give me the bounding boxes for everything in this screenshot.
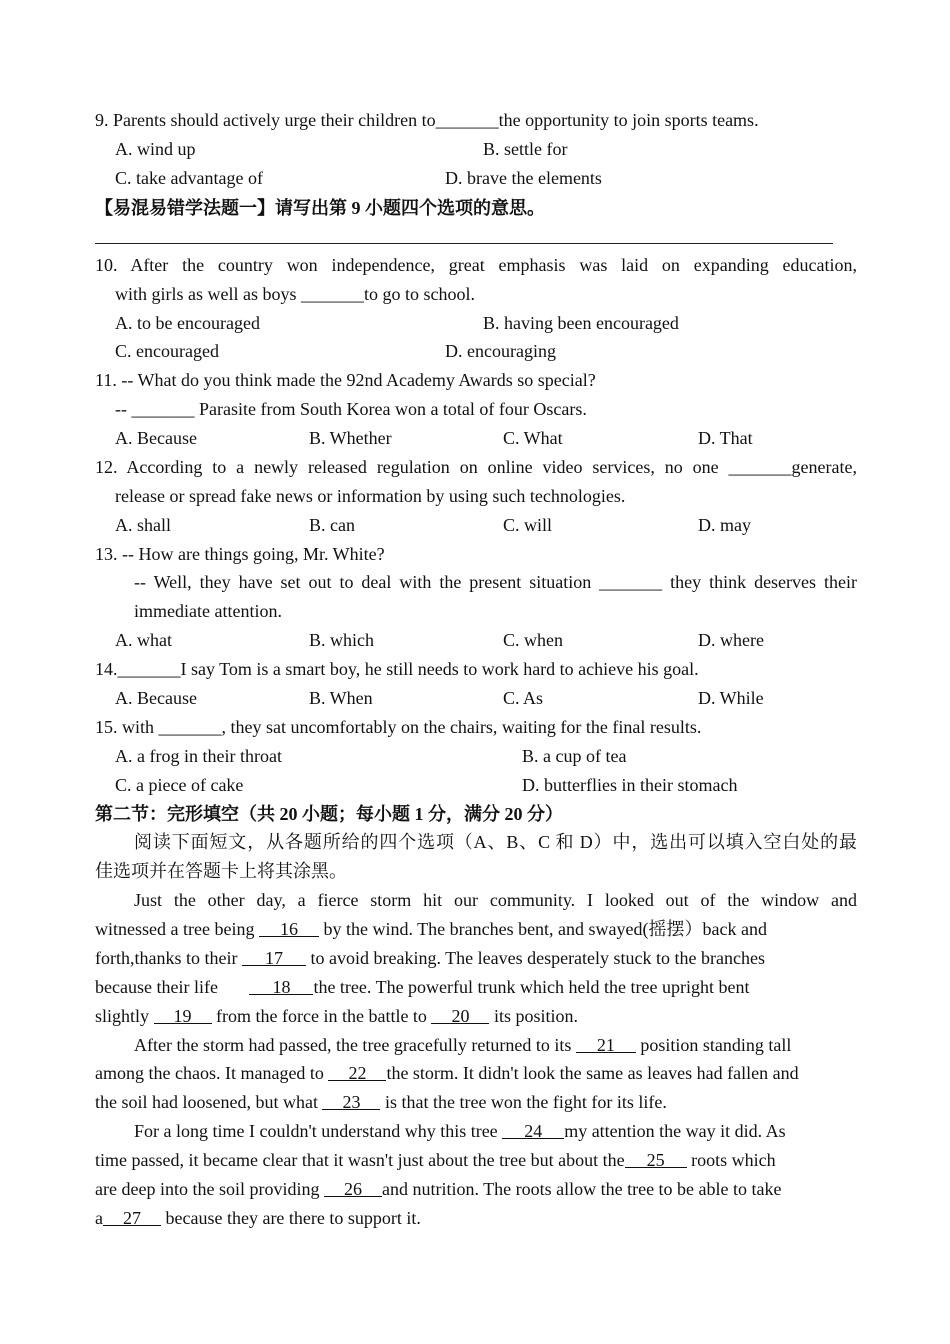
passage-text: the storm. It didn't look the same as leaves had fallen and (386, 1063, 799, 1083)
q15-option-d: D. butterflies in their stomach (522, 775, 738, 795)
q15-options-row2 (115, 773, 857, 797)
passage-text: slightly (95, 1006, 154, 1026)
section2-title: 第二节：完形填空（共 20 小题；每小题 1 分，满分 20 分） (95, 804, 563, 824)
passage-text: After the storm had passed, the tree gracefully returned to its (134, 1035, 576, 1055)
q13-stem-line3: immediate attention. (134, 601, 282, 621)
q11-option-c: C. What (503, 428, 563, 448)
q15-options-row1 (115, 744, 857, 768)
passage-line (95, 1177, 857, 1201)
passage-line (95, 1206, 857, 1230)
passage-text: position standing tall (635, 1035, 792, 1055)
q10-option-a: A. to be encouraged (115, 313, 260, 333)
blank-26[interactable]: 26 (324, 1179, 382, 1197)
passage-text: its position. (489, 1006, 578, 1026)
section2-instructions-line1: 阅读下面短文，从各题所给的四个选项（A、B、C 和 D）中，选出可以填入空白处的最 (134, 832, 857, 852)
q11-option-a: A. Because (115, 428, 197, 448)
q10-option-c: C. encouraged (115, 341, 219, 361)
q10-option-d: D. encouraging (445, 341, 556, 361)
passage-text: because they are there to support it. (161, 1208, 421, 1228)
blank-22[interactable]: 22 (328, 1063, 386, 1081)
passage-text: a (95, 1208, 103, 1228)
q9-option-d: D. brave the elements (445, 168, 602, 188)
q12-option-c: C. will (503, 515, 553, 535)
passage-line (134, 1119, 857, 1143)
q14-option-d: D. While (698, 688, 764, 708)
q13-option-b: B. which (309, 630, 374, 650)
q12-option-d: D. may (698, 515, 751, 535)
blank-27[interactable]: 27 (103, 1208, 161, 1226)
blank-17[interactable]: 17 (242, 948, 306, 966)
q11-option-b: B. Whether (309, 428, 392, 448)
passage-text: the soil had loosened, but what (95, 1092, 323, 1112)
blank-16[interactable]: 16 (259, 919, 319, 937)
q14-stem: 14._______I say Tom is a smart boy, he still needs to work hard to achieve his goal. (95, 659, 699, 679)
answer-line (95, 243, 833, 244)
passage-text: by the wind. The branches bent, and swayed(摇摆）back and (318, 919, 767, 939)
blank-18[interactable]: 18 (249, 977, 313, 995)
q12-stem-line2: release or spread fake news or information by using such technologies. (115, 486, 626, 506)
q15-stem: 15. with _______, they sat uncomfortably on the chairs, waiting for the final results. (95, 717, 702, 737)
q13-option-c: C. when (503, 630, 563, 650)
passage-text: roots which (686, 1150, 776, 1170)
passage-line (95, 1148, 857, 1172)
q13-options (115, 628, 857, 652)
q10-stem-line2: with girls as well as boys _______to go to school. (115, 284, 475, 304)
passage-text: witnessed a tree being (95, 919, 259, 939)
q13-stem-line1: 13. -- How are things going, Mr. White? (95, 544, 385, 564)
q13-stem-line2: -- Well, they have set out to deal with the present situation _______ they think deserves their (134, 572, 857, 592)
passage-text: time passed, it became clear that it wasn't just about the tree but about the (95, 1150, 625, 1170)
q14-option-b: B. When (309, 688, 373, 708)
q9-option-a: A. wind up (115, 139, 196, 159)
blank-24[interactable]: 24 (502, 1121, 564, 1139)
q12-option-b: B. can (309, 515, 355, 535)
q13-option-d: D. where (698, 630, 764, 650)
q11-stem-line1: 11. -- What do you think made the 92nd Academy Awards so special? (95, 370, 596, 390)
passage-text: are deep into the soil providing (95, 1179, 324, 1199)
q11-option-d: D. That (698, 428, 753, 448)
passage-line (95, 1090, 857, 1114)
q10-option-b: B. having been encouraged (483, 313, 679, 333)
passage-text: the tree. The powerful trunk which held the tree upright bent (313, 977, 750, 997)
passage-text: from the force in the battle to (211, 1006, 432, 1026)
q14-options (115, 686, 857, 710)
passage-line (95, 1061, 857, 1085)
q14-option-a: A. Because (115, 688, 197, 708)
blank-25[interactable]: 25 (625, 1150, 687, 1168)
q11-options (115, 426, 857, 450)
q10-options-row1 (115, 311, 857, 335)
q10-stem-line1: 10. After the country won independence, great emphasis was laid on expanding education, (95, 255, 857, 275)
q10-options-row2 (115, 339, 857, 363)
passage-text: forth,thanks to their (95, 948, 242, 968)
blank-23[interactable]: 23 (322, 1092, 380, 1110)
q11-stem-line2: -- _______ Parasite from South Korea won a total of four Oscars. (115, 399, 587, 419)
passage-text: because their life (95, 977, 250, 997)
q12-options (115, 513, 857, 537)
blank-19[interactable]: 19 (154, 1006, 212, 1024)
q15-option-a: A. a frog in their throat (115, 746, 282, 766)
q12-option-a: A. shall (115, 515, 171, 535)
q9-options-row1 (115, 137, 857, 161)
q15-option-c: C. a piece of cake (115, 775, 244, 795)
passage-text: and nutrition. The roots allow the tree to be able to take (381, 1179, 782, 1199)
passage-text: to avoid breaking. The leaves desperately stuck to the branches (305, 948, 765, 968)
passage-text: among the chaos. It managed to (95, 1063, 329, 1083)
passage-line (95, 946, 857, 970)
q9-stem: 9. Parents should actively urge their children to_______the opportunity to join sports teams. (95, 110, 759, 130)
blank-21[interactable]: 21 (576, 1035, 636, 1053)
q13-option-a: A. what (115, 630, 172, 650)
blank-20[interactable]: 20 (431, 1006, 489, 1024)
passage-line (95, 917, 857, 941)
passage-line (95, 975, 857, 999)
q9-option-b: B. settle for (483, 139, 568, 159)
passage-line: Just the other day, a fierce storm hit our community. I looked out of the window and (134, 890, 857, 910)
q14-option-c: C. As (503, 688, 544, 708)
q9-option-c: C. take advantage of (115, 168, 263, 188)
passage-text: For a long time I couldn't understand why this tree (134, 1121, 503, 1141)
section2-instructions-line2: 佳选项并在答题卡上将其涂黑。 (95, 861, 347, 881)
q9-options-row2 (115, 166, 857, 190)
passage-text: my attention the way it did. As (564, 1121, 786, 1141)
q15-option-b: B. a cup of tea (522, 746, 627, 766)
study-tip-heading: 【易混易错学法题一】请写出第 9 小题四个选项的意思。 (95, 198, 545, 218)
passage-line (134, 1033, 857, 1057)
q12-stem-line1: 12. According to a newly released regulation on online video services, no one _______generate, (95, 457, 857, 477)
passage-line (95, 1004, 857, 1028)
passage-text: is that the tree won the fight for its life. (380, 1092, 667, 1112)
